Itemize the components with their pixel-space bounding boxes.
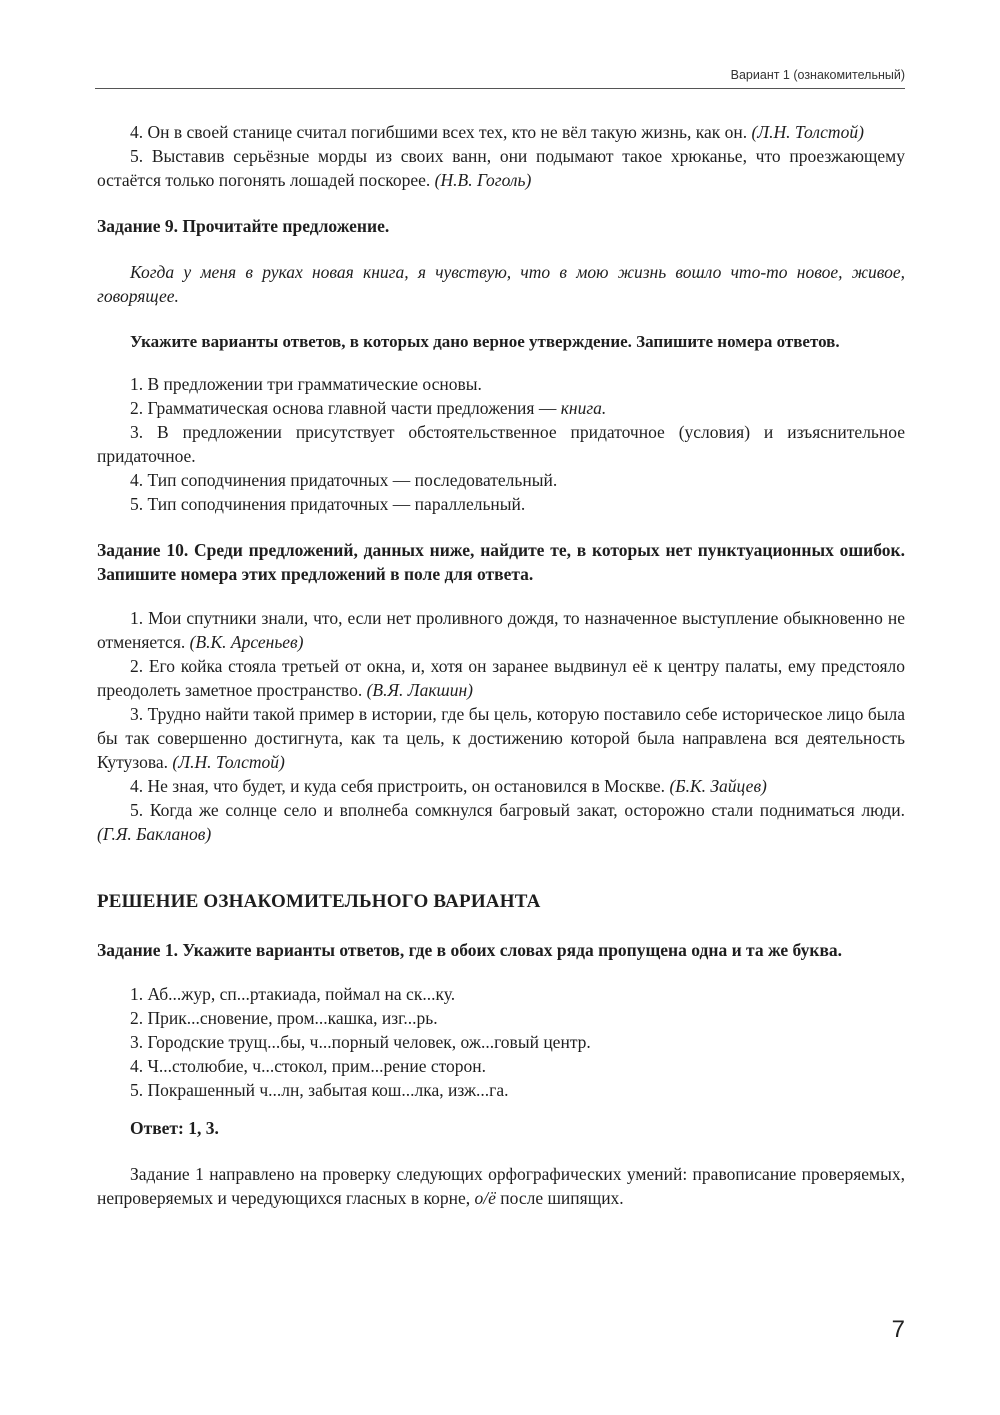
option-text: 4. Тип соподчинения придаточных — последовательный. [130, 470, 558, 490]
item-text: 5. Когда же солнце село и вполнеба сомкнулся багровый закат, осторожно стали подниматься люди. [130, 800, 905, 820]
list-item: 5. Покрашенный ч...лн, забытая кош...лка, изж...га. [130, 1080, 509, 1100]
item-source: (В.К. Арсеньев) [189, 632, 304, 652]
task9-sentence: Когда у меня в руках новая книга, я чувствую, что в мою жизнь вошло что-то новое, живое, говорящее. [97, 262, 905, 306]
list-item: 4. Ч...столюбие, ч...стокол, прим...рение сторон. [130, 1056, 487, 1076]
list-item [97, 774, 905, 798]
item-text: 1. Мои спутники знали, что, если нет проливного дождя, то назначенное выступление обыкновенно не отменяется. [97, 608, 905, 652]
running-head: Вариант 1 (ознакомительный) [730, 68, 905, 82]
explanation [97, 1162, 905, 1210]
list-item [97, 654, 905, 702]
option-text: 5. Тип соподчинения придаточных — параллельный. [130, 494, 526, 514]
item-source: (Л.Н. Толстой) [172, 752, 285, 772]
page-number: 7 [891, 1316, 905, 1343]
item-source: (Н.В. Гоголь) [434, 170, 532, 190]
task9-options [97, 372, 905, 516]
page-content [97, 120, 905, 1210]
list-item: 3. Городские трущ...бы, ч...порный человек, ож...говый центр. [130, 1032, 591, 1052]
header-rule [95, 88, 905, 89]
explanation-emphasis: о/ё [474, 1188, 496, 1208]
list-item: 1. Аб...жур, сп...ртакиада, поймал на ск...ку. [130, 984, 456, 1004]
item-text: 2. Его койка стояла третьей от окна, и, хотя он заранее выдвинул её к центру палаты, ему предстояло преодолеть заметное пространство. [97, 656, 905, 700]
list-item [97, 372, 905, 396]
list-item [97, 144, 905, 192]
item-text: 4. Не зная, что будет, и куда себя пристроить, он остановился в Москве. [130, 776, 666, 796]
item-source: (В.Я. Лакшин) [366, 680, 473, 700]
item-source: (Л.Н. Толстой) [751, 122, 864, 142]
task1-title: Задание 1. Укажите варианты ответов, где в обоих словах ряда пропущена одна и та же буква. [97, 940, 843, 960]
explanation-text-end: после шипящих. [495, 1188, 624, 1208]
list-item [97, 120, 905, 144]
task9-instruction: Укажите варианты ответов, в которых дано верное утверждение. Запишите номера ответов. [130, 332, 840, 351]
item-source: (Г.Я. Бакланов) [97, 824, 212, 844]
list-item [97, 468, 905, 492]
list-item [97, 492, 905, 516]
list-item [97, 606, 905, 654]
section-title: РЕШЕНИЕ ОЗНАКОМИТЕЛЬНОГО ВАРИАНТА [97, 891, 541, 912]
answer: Ответ: 1, 3. [130, 1118, 219, 1138]
task10-items [97, 606, 905, 846]
list-item [97, 702, 905, 774]
task10-title: Задание 10. Среди предложений, данных ниже, найдите те, в которых нет пунктуационных ошибок. Запишите номера этих предложений в поле для ответа. [97, 540, 905, 584]
list-item [97, 798, 905, 846]
option-text: 3. В предложении присутствует обстоятельственное придаточное (условия) и изъяснительное придаточное. [97, 422, 905, 466]
list-item [97, 420, 905, 468]
option-text: 1. В предложении три грамматические основы. [130, 374, 482, 394]
task1-options [97, 982, 905, 1102]
item-text: 3. Трудно найти такой пример в истории, где бы цель, которую поставило себе историческое лицо была бы так совершенно достигнута, как та цель, к достижению которой была направлена вся деятельность Кутузова. [97, 704, 905, 772]
task9-title: Задание 9. Прочитайте предложение. [97, 216, 390, 236]
explanation-text: Задание 1 направлено на проверку следующих орфографических умений: правописание проверяемых, непроверяемых и чередующихся гласных в корне, [97, 1164, 905, 1208]
item-text: 4. Он в своей станице считал погибшими всех тех, кто не вёл такую жизнь, как он. [130, 122, 748, 142]
item-source: (Б.К. Зайцев) [669, 776, 767, 796]
item-text: 5. Выставив серьёзные морды из своих ванн, они подымают такое хрюканье, что проезжающему остаётся только погонять лошадей поскорее. [97, 146, 905, 190]
option-text: 2. Грамматическая основа главной части предложения — [130, 398, 561, 418]
option-emphasis: книга. [560, 398, 607, 418]
list-item [97, 396, 905, 420]
list-item: 2. Прик...сновение, пром...кашка, изг...рь. [130, 1008, 438, 1028]
